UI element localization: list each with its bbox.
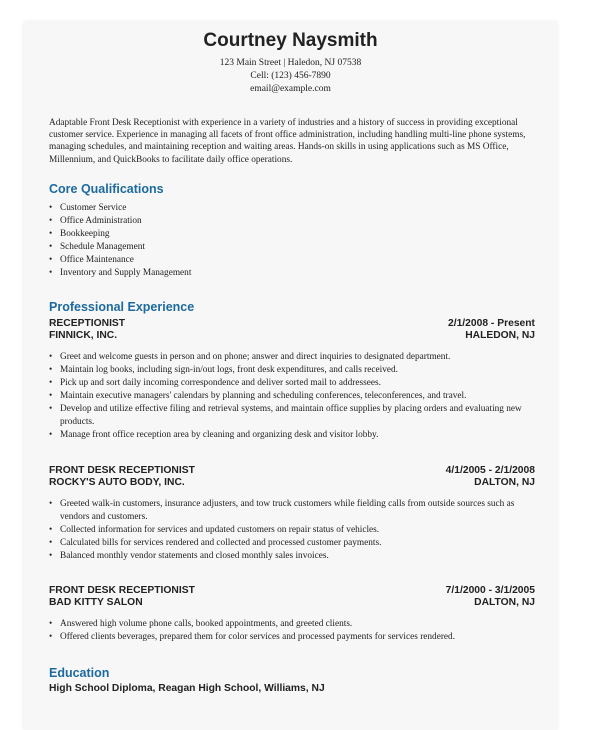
list-item: • Maintain log books, including sign-in/out logs, front desk expenditures, and calls received. <box>60 364 540 377</box>
contact-address: 123 Main Street | Haledon, NJ 07538 <box>219 58 362 68</box>
job-dates: 4/1/2005 - 2/1/2008 <box>445 465 535 476</box>
job-company: ROCKY'S AUTO BODY, INC. <box>49 477 185 488</box>
summary-paragraph: Adaptable Front Desk Receptionist with experience in a variety of industries and a history of success in providing exceptional customer service. Experience in managing all facets of front office administration, including handling multi-line phone systems, managing schedules, and maintaining reception and waiting areas. Hands-on skills in using applications such as MS Office, Millennium, and QuickBooks to facilitate daily office operations. <box>49 118 526 165</box>
job-company: FINNICK, INC. <box>49 330 118 341</box>
list-item: • Maintain executive managers' calendars by planning and scheduling conferences, teleconferences, and travel. <box>60 390 540 403</box>
job-location: HALEDON, NJ <box>465 330 535 341</box>
contact-cell: Cell: (123) 456-7890 <box>250 71 331 81</box>
list-item: • Greet and welcome guests in person and on phone; answer and direct inquiries to designated department. <box>60 351 540 364</box>
job-bullets <box>60 498 540 563</box>
candidate-name: Courtney Naysmith <box>203 30 378 51</box>
job-location: DALTON, NJ <box>474 597 535 608</box>
education-entry: High School Diploma, Reagan High School, Williams, NJ <box>49 683 325 694</box>
job-header <box>49 585 535 609</box>
contact-email: email@example.com <box>250 84 331 94</box>
list-item: • Schedule Management <box>49 241 191 254</box>
list-item: • Inventory and Supply Management <box>49 267 191 280</box>
list-item: • Bookkeeping <box>49 228 191 241</box>
job-dates: 7/1/2000 - 3/1/2005 <box>445 585 535 596</box>
list-item: • Balanced monthly vendor statements and closed monthly sales invoices. <box>60 550 540 563</box>
job-title: FRONT DESK RECEPTIONIST <box>49 465 195 476</box>
list-item: • Pick up and sort daily incoming correspondence and deliver sorted mail to addressees. <box>60 377 540 390</box>
job-header <box>49 318 535 342</box>
section-title-qualifications: Core Qualifications <box>49 182 164 196</box>
list-item: • Offered clients beverages, prepared them for color services and processed payments for services rendered. <box>60 631 540 644</box>
list-item: • Manage front office reception area by cleaning and organizing desk and visitor lobby. <box>60 429 540 442</box>
list-item: • Calculated bills for services rendered and collected and processed customer payments. <box>60 537 540 550</box>
section-title-education: Education <box>49 666 110 680</box>
job-company: BAD KITTY SALON <box>49 597 143 608</box>
list-item: • Answered high volume phone calls, booked appointments, and greeted clients. <box>60 618 540 631</box>
list-item: • Office Maintenance <box>49 254 191 267</box>
list-item: • Greeted walk-in customers, insurance adjusters, and tow truck customers while fielding calls from outside sources such as vendors and customers. <box>60 498 540 524</box>
list-item: • Develop and utilize effective filing and retrieval systems, and maintain office supplies by placing orders and evaluating new products. <box>60 403 540 429</box>
job-title: RECEPTIONIST <box>49 318 126 329</box>
job-title: FRONT DESK RECEPTIONIST <box>49 585 195 596</box>
job-location: DALTON, NJ <box>474 477 535 488</box>
job-header <box>49 465 535 489</box>
resume-page <box>24 22 557 730</box>
list-item: • Collected information for services and updated customers on repair status of vehicles. <box>60 524 540 537</box>
job-dates: 2/1/2008 - Present <box>447 318 535 329</box>
section-title-experience: Professional Experience <box>49 300 195 314</box>
job-bullets <box>60 618 540 644</box>
list-item: • Customer Service <box>49 202 191 215</box>
job-bullets <box>60 351 540 442</box>
qualifications-list <box>49 202 191 280</box>
list-item: • Office Administration <box>49 215 191 228</box>
